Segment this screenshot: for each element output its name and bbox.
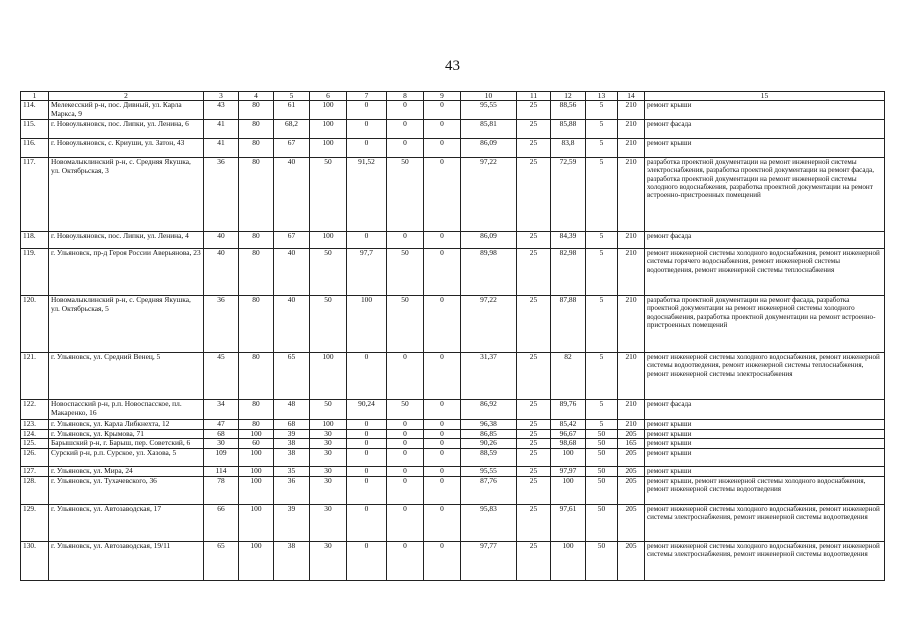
col14-cell: 205 bbox=[618, 476, 645, 504]
work-type-cell: ремонт крыши bbox=[645, 467, 885, 477]
col7-cell: 0 bbox=[347, 429, 387, 439]
col10-cell: 86,09 bbox=[461, 139, 517, 158]
col7-cell: 97,7 bbox=[347, 249, 387, 296]
col9-cell: 0 bbox=[424, 139, 461, 158]
col8-cell: 0 bbox=[387, 541, 424, 580]
col5-cell: 67 bbox=[274, 232, 310, 249]
column-number-cell: 13 bbox=[586, 92, 618, 101]
col5-cell: 38 bbox=[274, 541, 310, 580]
col7-cell: 100 bbox=[347, 296, 387, 353]
col10-cell: 86,92 bbox=[461, 400, 517, 420]
col11-cell: 25 bbox=[517, 541, 551, 580]
col6-cell: 30 bbox=[310, 541, 347, 580]
col7-cell: 0 bbox=[347, 541, 387, 580]
col14-cell: 210 bbox=[618, 120, 645, 139]
col11-cell: 25 bbox=[517, 353, 551, 400]
col9-cell: 0 bbox=[424, 541, 461, 580]
col11-cell: 25 bbox=[517, 120, 551, 139]
col8-cell: 50 bbox=[387, 158, 424, 232]
work-type-cell: разработка проектной документации на ремонт фасада, разработка проектной документации на ремонт инженерной системы холодного водоснабжения, разработка проектной документации на ремонт встроенно-пристроенных помещений bbox=[645, 296, 885, 353]
col8-cell: 0 bbox=[387, 504, 424, 541]
col5-cell: 40 bbox=[274, 249, 310, 296]
col8-cell: 0 bbox=[387, 467, 424, 477]
column-number-cell: 8 bbox=[387, 92, 424, 101]
col11-cell: 25 bbox=[517, 400, 551, 420]
col4-cell: 80 bbox=[239, 353, 274, 400]
col12-cell: 100 bbox=[551, 476, 586, 504]
column-number-cell: 12 bbox=[551, 92, 586, 101]
col11-cell: 25 bbox=[517, 158, 551, 232]
col8-cell: 0 bbox=[387, 429, 424, 439]
col12-cell: 100 bbox=[551, 541, 586, 580]
col6-cell: 30 bbox=[310, 449, 347, 467]
row-number-cell: 120. bbox=[21, 296, 49, 353]
col7-cell: 0 bbox=[347, 467, 387, 477]
work-type-cell: ремонт фасада bbox=[645, 232, 885, 249]
address-cell: Мелекесский р-н, пос. Дивный, ул. Карла Маркса, 9 bbox=[49, 101, 204, 120]
col11-cell: 25 bbox=[517, 429, 551, 439]
table-row bbox=[21, 476, 885, 504]
table-row bbox=[21, 249, 885, 296]
col9-cell: 0 bbox=[424, 400, 461, 420]
col10-cell: 95,83 bbox=[461, 504, 517, 541]
col4-cell: 60 bbox=[239, 439, 274, 449]
col10-cell: 85,81 bbox=[461, 120, 517, 139]
col14-cell: 210 bbox=[618, 158, 645, 232]
col13-cell: 50 bbox=[586, 541, 618, 580]
col12-cell: 82,98 bbox=[551, 249, 586, 296]
row-number-cell: 130. bbox=[21, 541, 49, 580]
table-body bbox=[21, 101, 885, 581]
address-cell: Барышский р-н, г. Барыш, пер. Советский, 6 bbox=[49, 439, 204, 449]
col8-cell: 0 bbox=[387, 139, 424, 158]
col8-cell: 0 bbox=[387, 420, 424, 430]
work-type-cell: ремонт фасада bbox=[645, 400, 885, 420]
col5-cell: 38 bbox=[274, 439, 310, 449]
col6-cell: 30 bbox=[310, 504, 347, 541]
col8-cell: 50 bbox=[387, 249, 424, 296]
col7-cell: 0 bbox=[347, 101, 387, 120]
row-number-cell: 127. bbox=[21, 467, 49, 477]
col5-cell: 38 bbox=[274, 449, 310, 467]
col13-cell: 5 bbox=[586, 120, 618, 139]
col10-cell: 97,22 bbox=[461, 158, 517, 232]
col12-cell: 85,42 bbox=[551, 420, 586, 430]
col4-cell: 80 bbox=[239, 249, 274, 296]
col3-cell: 40 bbox=[204, 232, 239, 249]
col9-cell: 0 bbox=[424, 449, 461, 467]
col14-cell: 205 bbox=[618, 541, 645, 580]
col10-cell: 86,85 bbox=[461, 429, 517, 439]
col3-cell: 36 bbox=[204, 158, 239, 232]
table-row bbox=[21, 139, 885, 158]
col4-cell: 100 bbox=[239, 504, 274, 541]
col10-cell: 96,38 bbox=[461, 420, 517, 430]
table-row bbox=[21, 420, 885, 430]
col13-cell: 50 bbox=[586, 476, 618, 504]
col3-cell: 109 bbox=[204, 449, 239, 467]
col6-cell: 100 bbox=[310, 232, 347, 249]
col13-cell: 5 bbox=[586, 101, 618, 120]
col5-cell: 36 bbox=[274, 476, 310, 504]
col7-cell: 0 bbox=[347, 120, 387, 139]
row-number-cell: 122. bbox=[21, 400, 49, 420]
col6-cell: 50 bbox=[310, 400, 347, 420]
col3-cell: 30 bbox=[204, 439, 239, 449]
col4-cell: 80 bbox=[239, 420, 274, 430]
column-number-cell: 1 bbox=[21, 92, 49, 101]
col3-cell: 41 bbox=[204, 120, 239, 139]
col9-cell: 0 bbox=[424, 476, 461, 504]
col13-cell: 5 bbox=[586, 249, 618, 296]
col13-cell: 5 bbox=[586, 400, 618, 420]
column-number-cell: 2 bbox=[49, 92, 204, 101]
col4-cell: 100 bbox=[239, 476, 274, 504]
col3-cell: 34 bbox=[204, 400, 239, 420]
column-number-cell: 14 bbox=[618, 92, 645, 101]
col4-cell: 80 bbox=[239, 120, 274, 139]
col6-cell: 100 bbox=[310, 420, 347, 430]
address-cell: Новомалыклинский р-н, с. Средняя Якушка, ул. Октябрьская, 3 bbox=[49, 158, 204, 232]
work-type-cell: ремонт фасада bbox=[645, 120, 885, 139]
col4-cell: 100 bbox=[239, 429, 274, 439]
col12-cell: 82 bbox=[551, 353, 586, 400]
col14-cell: 210 bbox=[618, 249, 645, 296]
work-type-cell: ремонт инженерной системы холодного водоснабжения, ремонт инженерной системы электроснабжения, ремонт инженерной системы водоотведения bbox=[645, 541, 885, 580]
col11-cell: 25 bbox=[517, 504, 551, 541]
col12-cell: 84,39 bbox=[551, 232, 586, 249]
col8-cell: 50 bbox=[387, 296, 424, 353]
col4-cell: 80 bbox=[239, 101, 274, 120]
col4-cell: 80 bbox=[239, 139, 274, 158]
address-cell: Сурский р-н, р.п. Сурское, ул. Хазова, 5 bbox=[49, 449, 204, 467]
col5-cell: 40 bbox=[274, 296, 310, 353]
col8-cell: 0 bbox=[387, 101, 424, 120]
col11-cell: 25 bbox=[517, 449, 551, 467]
col3-cell: 47 bbox=[204, 420, 239, 430]
row-number-cell: 124. bbox=[21, 429, 49, 439]
col9-cell: 0 bbox=[424, 158, 461, 232]
table-row bbox=[21, 504, 885, 541]
address-cell: г. Ульяновск, ул. Карла Либкнехта, 12 bbox=[49, 420, 204, 430]
column-number-cell: 7 bbox=[347, 92, 387, 101]
col3-cell: 45 bbox=[204, 353, 239, 400]
col4-cell: 100 bbox=[239, 449, 274, 467]
row-number-cell: 126. bbox=[21, 449, 49, 467]
work-type-cell: ремонт крыши, ремонт инженерной системы холодного водоснабжения, ремонт инженерной системы водоотведения bbox=[645, 476, 885, 504]
col5-cell: 67 bbox=[274, 139, 310, 158]
col6-cell: 30 bbox=[310, 467, 347, 477]
col14-cell: 210 bbox=[618, 353, 645, 400]
col11-cell: 25 bbox=[517, 420, 551, 430]
col5-cell: 68 bbox=[274, 420, 310, 430]
table-row bbox=[21, 429, 885, 439]
col10-cell: 31,37 bbox=[461, 353, 517, 400]
col7-cell: 0 bbox=[347, 353, 387, 400]
column-number-cell: 15 bbox=[645, 92, 885, 101]
col14-cell: 210 bbox=[618, 420, 645, 430]
data-table bbox=[20, 91, 885, 581]
col4-cell: 80 bbox=[239, 158, 274, 232]
col14-cell: 210 bbox=[618, 400, 645, 420]
column-number-cell: 10 bbox=[461, 92, 517, 101]
col12-cell: 72,59 bbox=[551, 158, 586, 232]
col13-cell: 50 bbox=[586, 439, 618, 449]
col8-cell: 0 bbox=[387, 439, 424, 449]
work-type-cell: ремонт крыши bbox=[645, 420, 885, 430]
col5-cell: 39 bbox=[274, 429, 310, 439]
col12-cell: 100 bbox=[551, 449, 586, 467]
col5-cell: 35 bbox=[274, 467, 310, 477]
col6-cell: 30 bbox=[310, 439, 347, 449]
work-type-cell: ремонт крыши bbox=[645, 449, 885, 467]
col13-cell: 5 bbox=[586, 353, 618, 400]
col12-cell: 83,8 bbox=[551, 139, 586, 158]
col10-cell: 95,55 bbox=[461, 101, 517, 120]
col6-cell: 100 bbox=[310, 101, 347, 120]
col7-cell: 0 bbox=[347, 439, 387, 449]
col11-cell: 25 bbox=[517, 476, 551, 504]
row-number-cell: 114. bbox=[21, 101, 49, 120]
col6-cell: 30 bbox=[310, 476, 347, 504]
table-row bbox=[21, 467, 885, 477]
col3-cell: 43 bbox=[204, 101, 239, 120]
work-type-cell: ремонт крыши bbox=[645, 429, 885, 439]
col11-cell: 25 bbox=[517, 249, 551, 296]
col12-cell: 87,88 bbox=[551, 296, 586, 353]
address-cell: г. Ульяновск, ул. Тухачевского, 36 bbox=[49, 476, 204, 504]
col3-cell: 41 bbox=[204, 139, 239, 158]
row-number-cell: 115. bbox=[21, 120, 49, 139]
col9-cell: 0 bbox=[424, 232, 461, 249]
row-number-cell: 125. bbox=[21, 439, 49, 449]
col9-cell: 0 bbox=[424, 467, 461, 477]
col11-cell: 25 bbox=[517, 439, 551, 449]
work-type-cell: ремонт инженерной системы холодного водоснабжения, ремонт инженерной системы водоотведения, ремонт инженерной системы теплоснабжения, ремонт инженерной системы электроснабжения bbox=[645, 353, 885, 400]
col10-cell: 89,98 bbox=[461, 249, 517, 296]
col11-cell: 25 bbox=[517, 232, 551, 249]
table-row bbox=[21, 353, 885, 400]
column-number-cell: 11 bbox=[517, 92, 551, 101]
col6-cell: 100 bbox=[310, 120, 347, 139]
col7-cell: 0 bbox=[347, 139, 387, 158]
col7-cell: 0 bbox=[347, 449, 387, 467]
col5-cell: 39 bbox=[274, 504, 310, 541]
row-number-cell: 118. bbox=[21, 232, 49, 249]
row-number-cell: 121. bbox=[21, 353, 49, 400]
work-type-cell: ремонт инженерной системы холодного водоснабжения, ремонт инженерной системы электроснабжения, ремонт инженерной системы водоотведения bbox=[645, 504, 885, 541]
table-row bbox=[21, 101, 885, 120]
col4-cell: 80 bbox=[239, 296, 274, 353]
col12-cell: 97,97 bbox=[551, 467, 586, 477]
address-cell: г. Новоульяновск, пос. Липки, ул. Ленина, 6 bbox=[49, 120, 204, 139]
col13-cell: 5 bbox=[586, 139, 618, 158]
col7-cell: 0 bbox=[347, 476, 387, 504]
table-row bbox=[21, 449, 885, 467]
col7-cell: 91,52 bbox=[347, 158, 387, 232]
col13-cell: 50 bbox=[586, 449, 618, 467]
work-type-cell: ремонт крыши bbox=[645, 101, 885, 120]
col13-cell: 50 bbox=[586, 504, 618, 541]
col10-cell: 86,09 bbox=[461, 232, 517, 249]
col9-cell: 0 bbox=[424, 420, 461, 430]
column-number-cell: 5 bbox=[274, 92, 310, 101]
col6-cell: 100 bbox=[310, 353, 347, 400]
row-number-cell: 117. bbox=[21, 158, 49, 232]
col5-cell: 61 bbox=[274, 101, 310, 120]
col8-cell: 0 bbox=[387, 120, 424, 139]
col13-cell: 50 bbox=[586, 467, 618, 477]
col3-cell: 66 bbox=[204, 504, 239, 541]
work-type-cell: разработка проектной документации на ремонт инженерной системы электроснабжения, разработка проектной документации на ремонт фасада, разработка проектной документации на ремонт инженерной системы холодного водоснабжения, разработка проектной документации на ремонт встроенно-пристроенных помещений bbox=[645, 158, 885, 232]
col12-cell: 98,68 bbox=[551, 439, 586, 449]
col4-cell: 80 bbox=[239, 400, 274, 420]
col7-cell: 0 bbox=[347, 504, 387, 541]
column-number-cell: 6 bbox=[310, 92, 347, 101]
col5-cell: 68,2 bbox=[274, 120, 310, 139]
col6-cell: 100 bbox=[310, 139, 347, 158]
address-cell: г. Ульяновск, ул. Крымова, 71 bbox=[49, 429, 204, 439]
table-row bbox=[21, 232, 885, 249]
col8-cell: 0 bbox=[387, 353, 424, 400]
table-row bbox=[21, 541, 885, 580]
col13-cell: 50 bbox=[586, 429, 618, 439]
col8-cell: 0 bbox=[387, 449, 424, 467]
col9-cell: 0 bbox=[424, 101, 461, 120]
address-cell: Новоспасский р-н, р.п. Новоспасское, пл. Макаренко, 16 bbox=[49, 400, 204, 420]
col14-cell: 205 bbox=[618, 467, 645, 477]
column-number-cell: 3 bbox=[204, 92, 239, 101]
col14-cell: 210 bbox=[618, 101, 645, 120]
col3-cell: 65 bbox=[204, 541, 239, 580]
col5-cell: 40 bbox=[274, 158, 310, 232]
table-row bbox=[21, 439, 885, 449]
column-number-row bbox=[21, 92, 885, 101]
col12-cell: 88,56 bbox=[551, 101, 586, 120]
col11-cell: 25 bbox=[517, 101, 551, 120]
work-type-cell: ремонт крыши bbox=[645, 139, 885, 158]
address-cell: г. Ульяновск, ул. Автозаводская, 17 bbox=[49, 504, 204, 541]
col10-cell: 97,22 bbox=[461, 296, 517, 353]
col12-cell: 85,88 bbox=[551, 120, 586, 139]
col6-cell: 50 bbox=[310, 249, 347, 296]
col3-cell: 40 bbox=[204, 249, 239, 296]
table-row bbox=[21, 400, 885, 420]
work-type-cell: ремонт крыши bbox=[645, 439, 885, 449]
col11-cell: 25 bbox=[517, 139, 551, 158]
col14-cell: 165 bbox=[618, 439, 645, 449]
col9-cell: 0 bbox=[424, 120, 461, 139]
col7-cell: 0 bbox=[347, 232, 387, 249]
col10-cell: 88,59 bbox=[461, 449, 517, 467]
col4-cell: 100 bbox=[239, 541, 274, 580]
col14-cell: 210 bbox=[618, 296, 645, 353]
col6-cell: 30 bbox=[310, 429, 347, 439]
page-number: 43 bbox=[445, 58, 460, 74]
row-number-cell: 123. bbox=[21, 420, 49, 430]
col10-cell: 97,77 bbox=[461, 541, 517, 580]
col3-cell: 114 bbox=[204, 467, 239, 477]
col13-cell: 5 bbox=[586, 158, 618, 232]
col3-cell: 68 bbox=[204, 429, 239, 439]
col14-cell: 205 bbox=[618, 429, 645, 439]
col9-cell: 0 bbox=[424, 353, 461, 400]
column-number-cell: 9 bbox=[424, 92, 461, 101]
col7-cell: 90,24 bbox=[347, 400, 387, 420]
col9-cell: 0 bbox=[424, 249, 461, 296]
col8-cell: 0 bbox=[387, 476, 424, 504]
row-number-cell: 116. bbox=[21, 139, 49, 158]
address-cell: г. Ульяновск, ул. Автозаводская, 19/11 bbox=[49, 541, 204, 580]
col6-cell: 50 bbox=[310, 296, 347, 353]
row-number-cell: 119. bbox=[21, 249, 49, 296]
address-cell: г. Новоульяновск, пос. Липки, ул. Ленина, 4 bbox=[49, 232, 204, 249]
col14-cell: 210 bbox=[618, 139, 645, 158]
table-row bbox=[21, 296, 885, 353]
col9-cell: 0 bbox=[424, 429, 461, 439]
col13-cell: 5 bbox=[586, 232, 618, 249]
col14-cell: 205 bbox=[618, 504, 645, 541]
col14-cell: 205 bbox=[618, 449, 645, 467]
col7-cell: 0 bbox=[347, 420, 387, 430]
address-cell: г. Ульяновск, пр-д Героя России Аверьянова, 23 bbox=[49, 249, 204, 296]
row-number-cell: 129. bbox=[21, 504, 49, 541]
col13-cell: 5 bbox=[586, 296, 618, 353]
col10-cell: 90,26 bbox=[461, 439, 517, 449]
col3-cell: 78 bbox=[204, 476, 239, 504]
table-row bbox=[21, 120, 885, 139]
col10-cell: 95,55 bbox=[461, 467, 517, 477]
col4-cell: 80 bbox=[239, 232, 274, 249]
col8-cell: 0 bbox=[387, 232, 424, 249]
col8-cell: 50 bbox=[387, 400, 424, 420]
col11-cell: 25 bbox=[517, 467, 551, 477]
col9-cell: 0 bbox=[424, 296, 461, 353]
row-number-cell: 128. bbox=[21, 476, 49, 504]
col11-cell: 25 bbox=[517, 296, 551, 353]
table-row bbox=[21, 158, 885, 232]
column-number-cell: 4 bbox=[239, 92, 274, 101]
col12-cell: 96,67 bbox=[551, 429, 586, 439]
col14-cell: 210 bbox=[618, 232, 645, 249]
address-cell: г. Ульяновск, ул. Средний Венец, 5 bbox=[49, 353, 204, 400]
col9-cell: 0 bbox=[424, 439, 461, 449]
col6-cell: 50 bbox=[310, 158, 347, 232]
address-cell: г. Ульяновск, ул. Мира, 24 bbox=[49, 467, 204, 477]
col13-cell: 5 bbox=[586, 420, 618, 430]
col4-cell: 100 bbox=[239, 467, 274, 477]
col12-cell: 97,61 bbox=[551, 504, 586, 541]
col5-cell: 48 bbox=[274, 400, 310, 420]
col5-cell: 65 bbox=[274, 353, 310, 400]
address-cell: г. Новоульяновск, с. Криуши, ул. Затон, 43 bbox=[49, 139, 204, 158]
work-type-cell: ремонт инженерной системы холодного водоснабжения, ремонт инженерной системы горячего водоснабжения, ремонт инженерной системы водоотведения, ремонт инженерной системы теплоснабжения bbox=[645, 249, 885, 296]
col9-cell: 0 bbox=[424, 504, 461, 541]
col12-cell: 89,76 bbox=[551, 400, 586, 420]
col3-cell: 36 bbox=[204, 296, 239, 353]
address-cell: Новомалыклинский р-н, с. Средняя Якушка, ул. Октябрьская, 5 bbox=[49, 296, 204, 353]
col10-cell: 87,76 bbox=[461, 476, 517, 504]
